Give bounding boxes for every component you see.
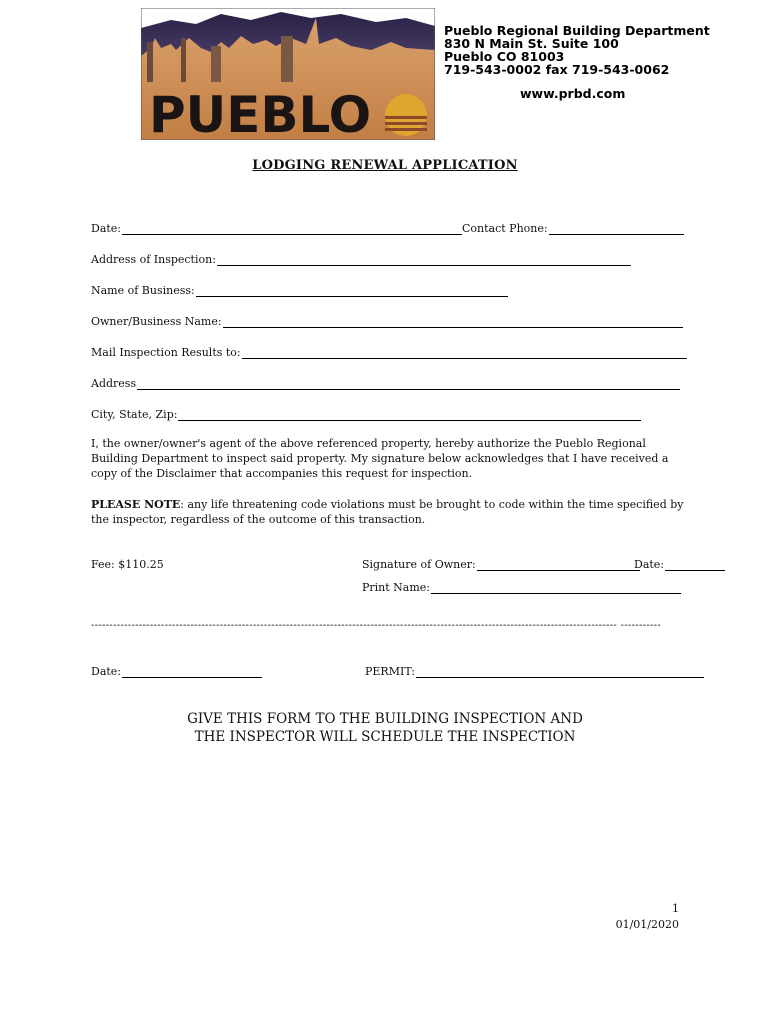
address-of-inspection-label: Address of Inspection: <box>91 253 216 266</box>
org-city: Pueblo CO 81003 <box>444 49 565 64</box>
city-state-zip-label: City, State, Zip: <box>91 408 178 421</box>
mail-results-line[interactable] <box>242 347 687 359</box>
pueblo-logo <box>141 8 435 140</box>
dashed-separator: ----------------------------------------------------------------------------------------------------------------------------------------------- ----------- <box>91 620 662 631</box>
address-line[interactable] <box>137 378 680 390</box>
signature-date-label: Date: <box>634 558 665 571</box>
address-label: Address <box>91 377 137 390</box>
please-note-label: PLEASE NOTE <box>91 498 181 511</box>
page-number: 1 <box>672 902 679 915</box>
signature-field[interactable] <box>362 557 640 571</box>
office-date-line[interactable] <box>122 666 262 678</box>
date-line[interactable] <box>122 223 462 235</box>
date-field[interactable] <box>91 221 462 235</box>
authorization-paragraph: I, the owner/owner's agent of the above referenced property, hereby authorize the Pueblo Regional Building Department to inspect said property. My signature below acknowledges that I have received a copy of the Disclaimer that accompanies this request for inspection. <box>91 437 669 480</box>
permit-field[interactable] <box>365 664 704 678</box>
contact-phone-label: Contact Phone: <box>462 222 548 235</box>
org-website[interactable]: www.prbd.com <box>520 86 626 101</box>
signature-label: Signature of Owner: <box>362 558 476 571</box>
city-state-zip-line[interactable] <box>178 409 641 421</box>
instruction-line-2: THE INSPECTOR WILL SCHEDULE THE INSPECTION <box>194 729 576 745</box>
office-date-label: Date: <box>91 665 122 678</box>
address-of-inspection-field[interactable] <box>91 252 631 266</box>
instruction-block <box>0 710 770 746</box>
address-of-inspection-line[interactable] <box>217 254 631 266</box>
owner-business-name-field[interactable] <box>91 314 683 328</box>
signature-line[interactable] <box>477 559 640 571</box>
print-name-line[interactable] <box>431 582 681 594</box>
name-of-business-line[interactable] <box>196 285 508 297</box>
signature-date-line[interactable] <box>665 559 725 571</box>
signature-date-field[interactable] <box>634 557 725 571</box>
org-name: Pueblo Regional Building Department <box>444 23 710 38</box>
logo-sun-icon <box>385 94 427 136</box>
logo-wordmark: PUEBLO <box>149 86 372 140</box>
please-note-text: : any life threatening code violations must be brought to code within the time specified by the inspector, regardless of the outcome of this transaction. <box>91 498 684 526</box>
city-state-zip-field[interactable] <box>91 407 641 421</box>
address-field[interactable] <box>91 376 680 390</box>
org-address: 830 N Main St. Suite 100 <box>444 36 619 51</box>
contact-phone-line[interactable] <box>549 223 684 235</box>
org-phone: 719-543-0002 fax 719-543-0062 <box>444 62 670 77</box>
print-name-field[interactable] <box>362 580 681 594</box>
instruction-line-1: GIVE THIS FORM TO THE BUILDING INSPECTION AND <box>187 711 583 727</box>
fee-amount: Fee: $110.25 <box>91 558 164 571</box>
please-note-paragraph <box>91 497 691 527</box>
date-label: Date: <box>91 222 122 235</box>
owner-business-name-line[interactable] <box>223 316 683 328</box>
permit-label: PERMIT: <box>365 665 415 678</box>
form-title: LODGING RENEWAL APPLICATION <box>252 158 518 173</box>
mail-results-field[interactable] <box>91 345 687 359</box>
mail-results-label: Mail Inspection Results to: <box>91 346 241 359</box>
permit-line[interactable] <box>416 666 704 678</box>
contact-phone-field[interactable] <box>462 221 684 235</box>
owner-business-name-label: Owner/Business Name: <box>91 315 222 328</box>
name-of-business-label: Name of Business: <box>91 284 195 297</box>
name-of-business-field[interactable] <box>91 283 508 297</box>
footer-date: 01/01/2020 <box>615 918 679 931</box>
office-date-field[interactable] <box>91 664 262 678</box>
print-name-label: Print Name: <box>362 581 431 594</box>
